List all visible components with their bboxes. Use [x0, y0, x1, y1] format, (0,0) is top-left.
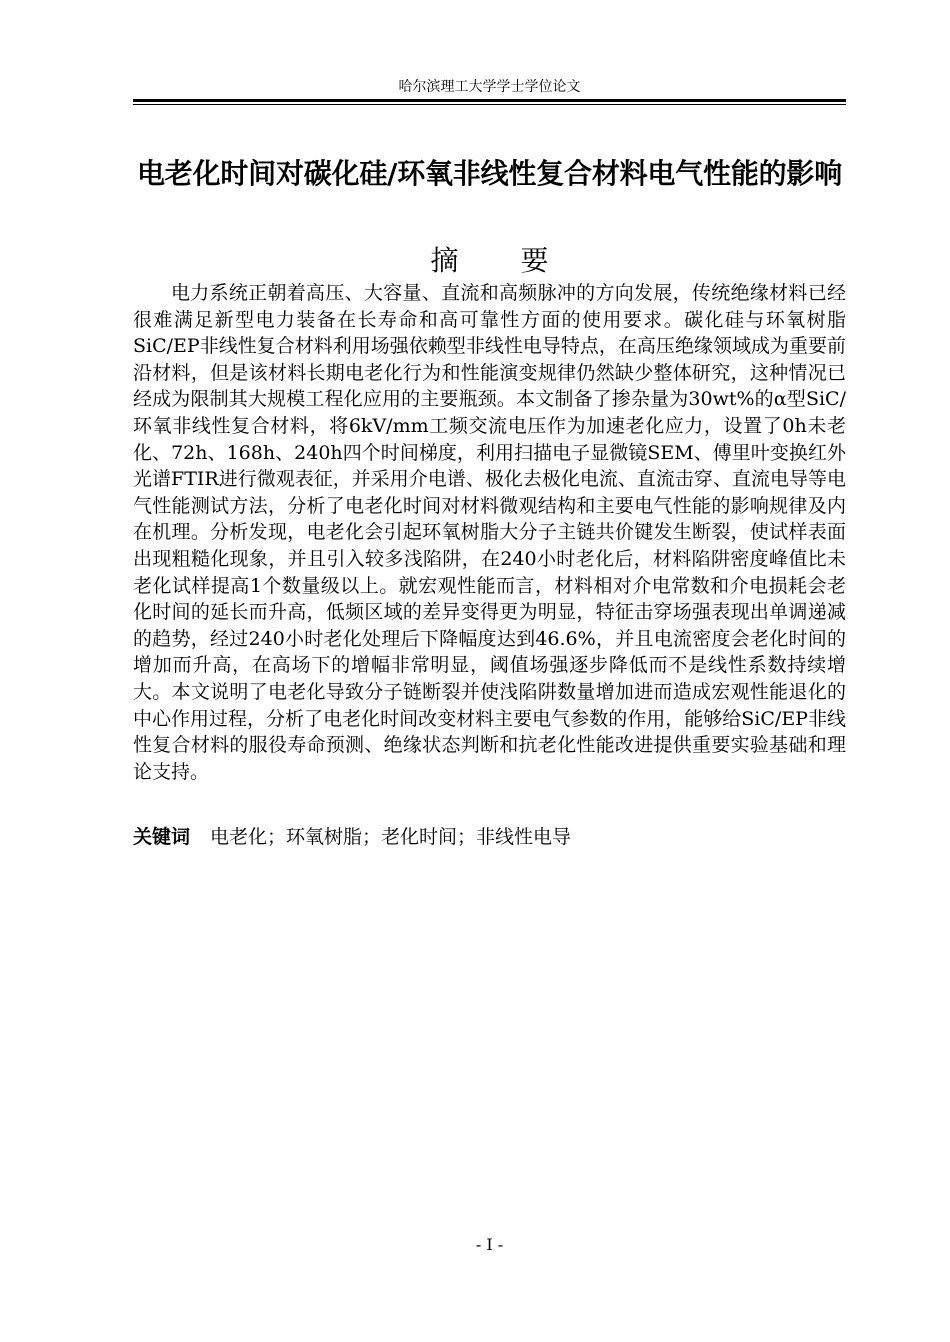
- page-number: - I -: [475, 1235, 504, 1254]
- header-rule-thick: [133, 99, 846, 102]
- keywords-label: 关键词: [133, 826, 191, 848]
- abstract-heading: [133, 240, 846, 282]
- abstract-heading-left: 摘: [430, 244, 459, 277]
- keywords-line: [133, 824, 846, 850]
- running-header: 哈尔滨理工大学学士学位论文: [398, 79, 581, 95]
- header-rule-thin: [133, 104, 846, 105]
- keywords-terms: 电老化；环氧树脂；老化时间；非线性电导: [210, 826, 572, 848]
- thesis-title: 电老化时间对碳化硅/环氧非线性复合材料电气性能的影响: [136, 157, 843, 190]
- abstract-body: 电力系统正朝着高压、大容量、直流和高频脉冲的方向发展，传统绝缘材料已经很难满足新型电力装备在长寿命和高可靠性方面的使用要求。碳化硅与环氧树脂SiC/EP非线性复合材料利用场强依赖型非线性电导特点，在高压绝缘领域成为重要前沿材料，但是该材料长期电老化行为和性能演变规律仍然缺少整体研究，这种情况已经成为限制其大规模工程化应用的主要瓶颈。本文制备了掺杂量为30wt%的α型SiC/环氧非线性复合材料，将6kV/mm工频交流电压作为加速老化应力，设置了0h未老化、72h、168h、240h四个时间梯度，利用扫描电子显微镜SEM、傅里叶变换红外光谱FTIR进行微观表征，并采用介电谱、极化去极化电流、直流击穿、直流电导等电气性能测试方法，分析了电老化时间对材料微观结构和主要电气性能的影响规律及内在机理。分析发现，电老化会引起环氧树脂大分子主链共价键发生断裂，使试样表面出现粗糙化现象，并且引入较多浅陷阱，在240小时老化后，材料陷阱密度峰值比未老化试样提高1个数量级以上。就宏观性能而言，材料相对介电常数和介电损耗会老化时间的延长而升高，低频区域的差异变得更为明显，特征击穿场强表现出单调递减的趋势，经过240小时老化处理后下降幅度达到46.6%，并且电流密度会老化时间的增加而升高，在高场下的增幅非常明显，阈值场强逐步降低而不是线性系数持续增大。本文说明了电老化导致分子链断裂并使浅陷阱数量增加进而造成宏观性能退化的中心作用过程，分析了电老化时间改变材料主要电气参数的作用，能够给SiC/EP非线性复合材料的服役寿命预测、绝缘状态判断和抗老化性能改进提供重要实验基础和理论支持。: [133, 282, 846, 783]
- abstract-heading-right: 要: [520, 244, 549, 277]
